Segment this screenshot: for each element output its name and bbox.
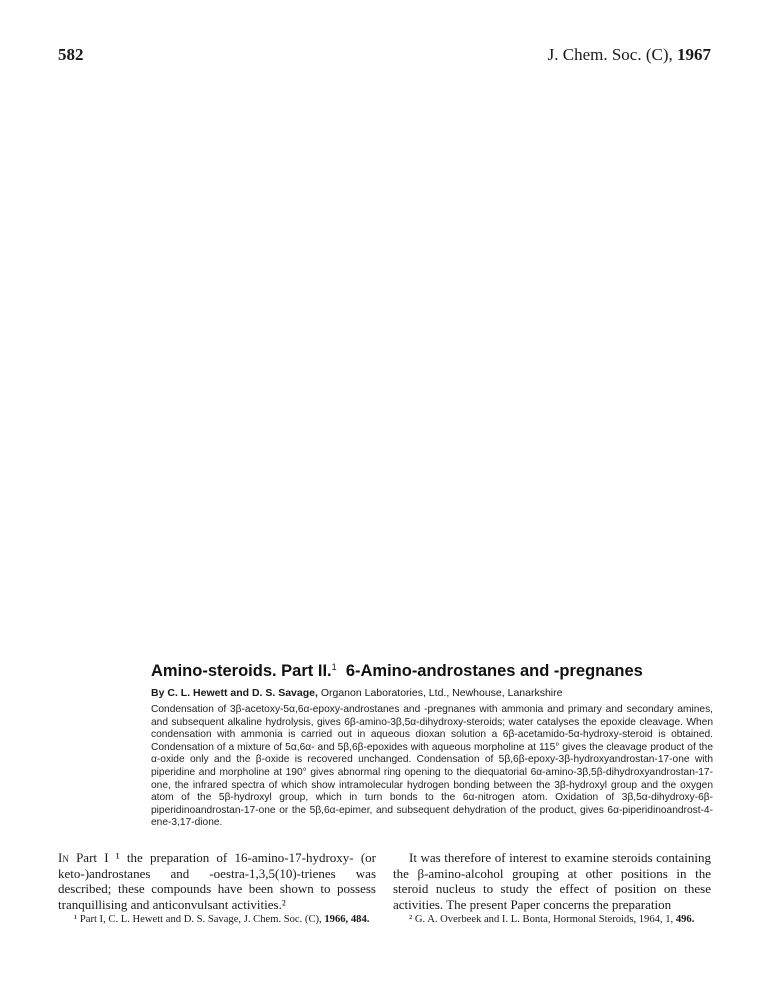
footnote-1-text: Part I, C. L. Hewett and D. S. Savage, J. Chem. Soc. (C),	[79, 914, 322, 926]
journal-name: J. Chem. Soc. (C),	[547, 45, 673, 64]
byline-prefix: By	[151, 687, 165, 699]
intro-paragraph	[58, 850, 376, 912]
footnote-2-tail: 496.	[675, 914, 695, 926]
footnote-2	[393, 914, 711, 926]
lead-word: In	[58, 850, 69, 865]
download-watermark	[0, 185, 22, 610]
affiliation: Organon Laboratories, Ltd., Newhouse, Lanarkshire	[320, 687, 563, 699]
body-column-right	[393, 850, 711, 927]
title-footnote-ref: 1	[331, 662, 337, 672]
byline	[151, 687, 562, 699]
footnote-1	[58, 914, 376, 926]
title-sub: 6-Amino-androstanes and -pregnanes	[345, 662, 643, 680]
title-main: Amino-steroids. Part II.	[151, 662, 332, 680]
journal-reference	[548, 45, 711, 65]
footnote-2-mark: ²	[409, 914, 413, 926]
footnote-1-mark: ¹	[74, 914, 78, 926]
continuation-paragraph: It was therefore of interest to examine steroids containing the β-amino-alcohol grouping at other positions in the steroid nucleus to study the effect of position on these activities. The present Paper concerns the preparation	[393, 850, 711, 912]
article-title	[151, 662, 643, 681]
intro-text: Part I ¹ the preparation of 16-amino-17-hydroxy- (or keto-)androstanes and -oestra-1,3,5(10)-trienes was described; these compounds have been shown to possess tranquillising and anticonvulsant activities.²	[58, 850, 377, 912]
authors: C. L. Hewett and D. S. Savage,	[167, 687, 318, 699]
footnote-1-tail: 1966, 484.	[324, 914, 370, 926]
page-number: 582	[58, 45, 84, 64]
body-column-left	[58, 850, 376, 927]
journal-year: 1967	[677, 45, 711, 64]
footnote-2-text: G. A. Overbeek and I. L. Bonta, Hormonal Steroids, 1964, 1,	[414, 914, 674, 926]
abstract: Condensation of 3β-acetoxy-5α,6α-epoxy-androstanes and -pregnanes with ammonia and primary and secondary amines, and subsequent alkaline hydrolysis, gives 6β-amino-3β,5α-dihydroxy-steroids; water catalyses the epoxide cleavage. When condensation with ammonia is carried out in aqueous dioxan solution a 6β-acetamido-5α-hydroxy-steroid is obtained. Condensation of a mixture of 5α,6α- and 5β,6β-epoxides with aqueous morpholine at 115° gives the cleavage product of the α-oxide only and the β-oxide is recovered unchanged. Condensation of 5β,6β-epoxy-3β-hydroxyandrostan-17-one with piperidine and morpholine at 190° gives abnormal ring opening to the diequatorial 6α-amino-3β,5β-dihydroxyandrostan-17-one, the infrared spectra of which show intramolecular hydrogen bonding between the 3β-hydroxyl group and the oxygen atom of the 5β-hydroxyl group, which in turn bonds to the 6α-nitrogen atom. Oxidation of 3β,5α-dihydroxy-6β-piperidinoandrostan-17-one or the 5β,6α-epimer, and subsequent dehydration of the product, gives 6α-piperidinoandrost-4-ene-3,17-dione.	[151, 704, 713, 829]
